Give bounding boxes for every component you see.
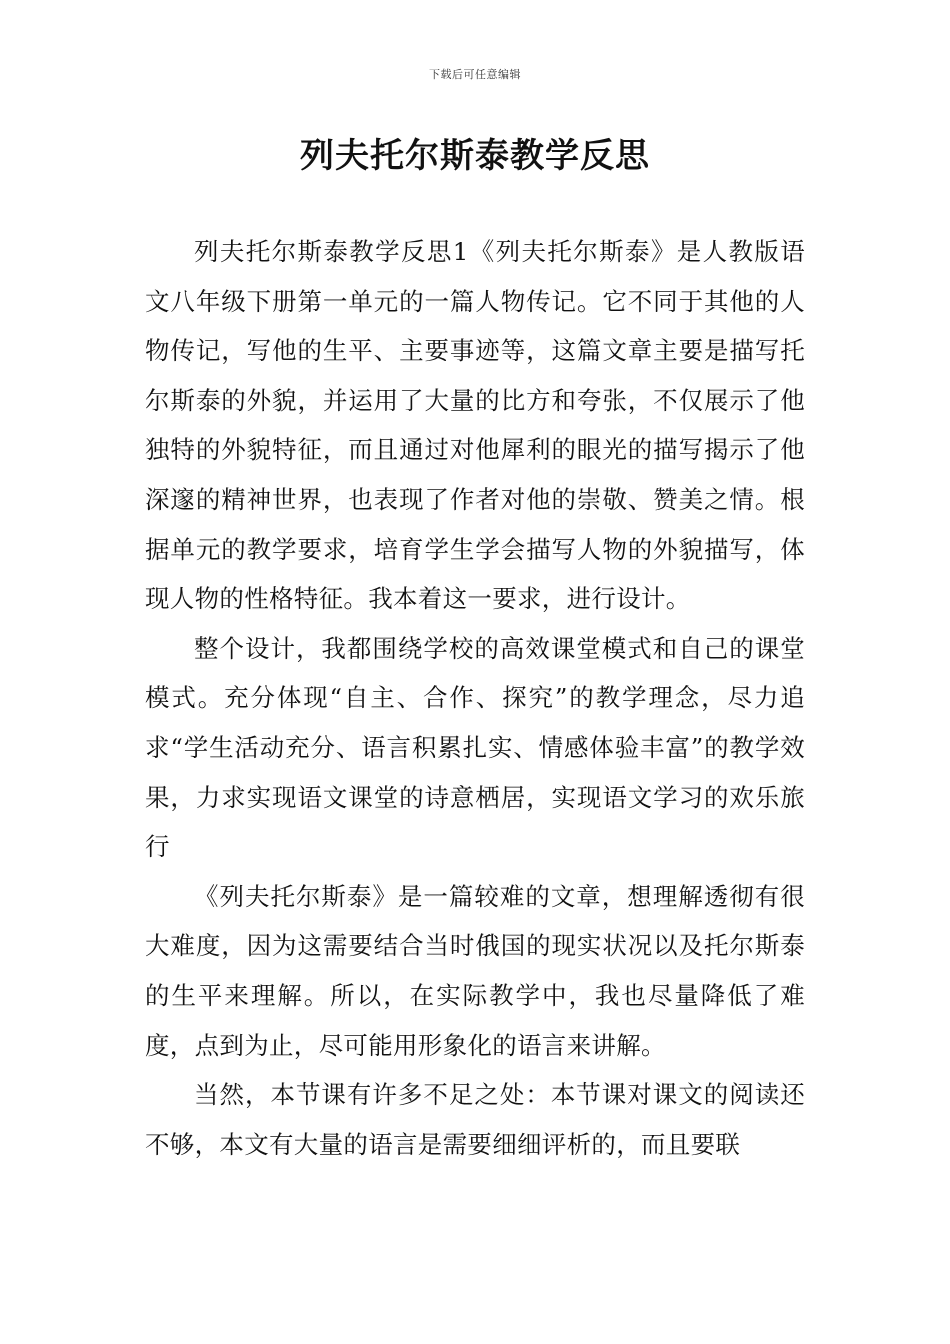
paragraph-4: 当然，本节课有许多不足之处：本节课对课文的阅读还不够，本文有大量的语言是需要细细评析的，而且要联 <box>145 1080 805 1159</box>
document-body <box>145 227 805 1169</box>
paragraph-3: 《列夫托尔斯泰》是一篇较难的文章，想理解透彻有很大难度，因为这需要结合当时俄国的现实状况以及托尔斯泰的生平来理解。所以，在实际教学中，我也尽量降低了难度，点到为止，尽可能用形象化的语言来讲解。 <box>145 881 805 1060</box>
header-note: 下载后可任意编辑 <box>429 68 521 81</box>
page-title: 列夫托尔斯泰教学反思 <box>300 136 650 176</box>
paragraph-2: 整个设计，我都围绕学校的高效课堂模式和自己的课堂模式。充分体现“自主、合作、探究”的教学理念，尽力追求“学生活动充分、语言积累扎实、情感体验丰富”的教学效果，力求实现语文课堂的诗意栖居，实现语文学习的欢乐旅行 <box>145 633 805 862</box>
paragraph-1: 列夫托尔斯泰教学反思1《列夫托尔斯泰》是人教版语文八年级下册第一单元的一篇人物传记。它不同于其他的人物传记，写他的生平、主要事迹等，这篇文章主要是描写托尔斯泰的外貌，并运用了大量的比方和夸张，不仅展示了他独特的外貌特征，而且通过对他犀利的眼光的描写揭示了他深邃的精神世界，也表现了作者对他的崇敬、赞美之情。根据单元的教学要求，培育学生学会描写人物的外貌描写，体现人物的性格特征。我本着这一要求，进行设计。 <box>145 237 805 614</box>
